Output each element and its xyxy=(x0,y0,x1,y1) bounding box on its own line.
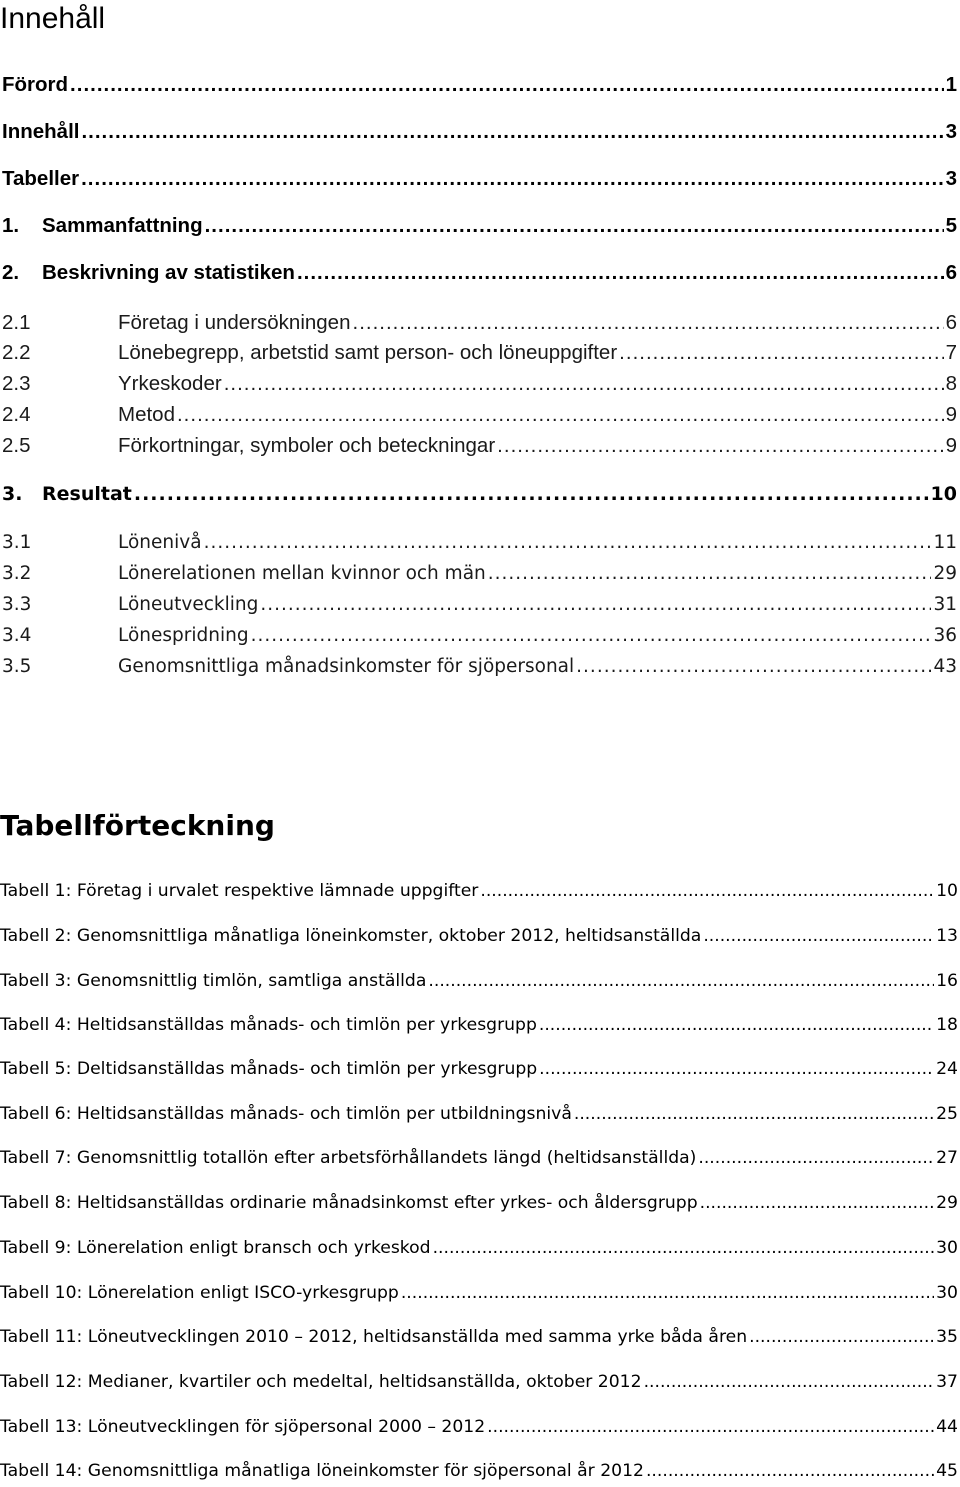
toc-entry[interactable] xyxy=(2,371,957,397)
table-entry-label: Tabell 3: Genomsnittlig timlön, samtliga anställda xyxy=(0,971,427,991)
dot-leader xyxy=(353,310,944,336)
tables-heading: Tabellförteckning xyxy=(0,809,275,842)
toc-entry-label: Tabeller xyxy=(2,167,80,190)
table-entry-page-number: 44 xyxy=(936,1417,958,1437)
dot-leader xyxy=(480,879,934,903)
dot-leader xyxy=(703,924,934,948)
toc-entry-label: Lönebegrepp, arbetstid samt person- och löneuppgifter xyxy=(118,341,618,364)
table-list-entry[interactable] xyxy=(0,1281,958,1305)
dot-leader xyxy=(433,1236,935,1260)
table-entry-label: Tabell 9: Lönerelation enligt bransch och yrkeskod xyxy=(0,1238,431,1258)
toc-entry-page-number: 29 xyxy=(933,563,957,584)
dot-leader xyxy=(224,371,944,397)
dot-leader xyxy=(539,1057,934,1081)
toc-entry-label: Förord xyxy=(2,73,69,96)
toc-entry-label: Företag i undersökningen xyxy=(118,311,351,334)
table-entry-page-number: 18 xyxy=(936,1015,958,1035)
table-entry-label: Tabell 5: Deltidsanställdas månads- och timlön per yrkesgrupp xyxy=(0,1059,538,1079)
toc-entry[interactable] xyxy=(2,166,957,192)
toc-entry-number: 2.1 xyxy=(2,311,31,334)
toc-entry-label: Yrkeskoder xyxy=(118,372,222,395)
toc-entry-number: 3. xyxy=(2,483,23,505)
table-list-entry[interactable] xyxy=(0,1146,958,1170)
toc-entry[interactable] xyxy=(2,433,957,459)
table-list-entry[interactable] xyxy=(0,1325,958,1349)
toc-entry[interactable] xyxy=(2,592,957,618)
toc-entry-label: Genomsnittliga månadsinkomster för sjöpersonal xyxy=(118,656,575,677)
toc-entry-number: 3.2 xyxy=(2,563,32,584)
toc-entry-number: 1. xyxy=(2,214,20,237)
dot-leader xyxy=(700,1191,935,1215)
dot-leader xyxy=(487,1415,934,1439)
toc-entry-page-number: 6 xyxy=(945,261,957,284)
toc-entry-number: 3.4 xyxy=(2,625,32,646)
dot-leader xyxy=(539,1013,934,1037)
toc-entry-page-number: 6 xyxy=(945,311,957,334)
dot-leader xyxy=(497,433,943,459)
toc-entry-number: 3.1 xyxy=(2,532,32,553)
toc-entry-label: Lönenivå xyxy=(118,532,202,553)
dot-leader xyxy=(646,1459,934,1483)
table-entry-label: Tabell 6: Heltidsanställdas månads- och timlön per utbildningsnivå xyxy=(0,1104,572,1124)
table-entry-page-number: 45 xyxy=(936,1461,958,1481)
toc-entry-page-number: 31 xyxy=(933,594,957,615)
table-entry-label: Tabell 4: Heltidsanställdas månads- och timlön per yrkesgrupp xyxy=(0,1015,537,1035)
table-list-entry[interactable] xyxy=(0,879,958,903)
dot-leader xyxy=(81,166,943,192)
table-entry-page-number: 30 xyxy=(936,1238,958,1258)
toc-entry-number: 2. xyxy=(2,261,20,284)
toc-entry[interactable] xyxy=(2,530,957,556)
dot-leader xyxy=(576,654,931,680)
toc-entry-page-number: 3 xyxy=(945,167,957,190)
toc-entry-page-number: 7 xyxy=(945,341,957,364)
dot-leader xyxy=(401,1281,934,1305)
toc-entry[interactable] xyxy=(2,260,957,286)
toc-entry-label: Lönespridning xyxy=(118,625,249,646)
toc-entry-number: 3.3 xyxy=(2,594,32,615)
dot-leader xyxy=(81,119,943,145)
dot-leader xyxy=(574,1102,934,1126)
table-entry-label: Tabell 12: Medianer, kvartiler och medeltal, heltidsanställda, oktober 2012 xyxy=(0,1372,642,1392)
toc-entry-number: 2.4 xyxy=(2,403,31,426)
table-list-entry[interactable] xyxy=(0,1236,958,1260)
table-list-entry[interactable] xyxy=(0,1459,958,1483)
toc-entry[interactable] xyxy=(2,561,957,587)
table-entry-page-number: 24 xyxy=(936,1059,958,1079)
table-list-entry[interactable] xyxy=(0,1415,958,1439)
dot-leader xyxy=(428,969,934,993)
toc-entry[interactable] xyxy=(2,340,957,366)
table-entry-label: Tabell 7: Genomsnittlig totallön efter arbetsförhållandets längd (heltidsanställda) xyxy=(0,1148,697,1168)
toc-entry[interactable] xyxy=(2,481,957,507)
table-list-entry[interactable] xyxy=(0,1102,958,1126)
toc-entry-label: Beskrivning av statistiken xyxy=(42,261,295,284)
toc-entry-page-number: 9 xyxy=(945,434,957,457)
table-entry-page-number: 29 xyxy=(936,1193,958,1213)
dot-leader xyxy=(644,1370,935,1394)
table-entry-label: Tabell 13: Löneutvecklingen för sjöpersonal 2000 – 2012 xyxy=(0,1417,486,1437)
table-entry-page-number: 37 xyxy=(936,1372,958,1392)
toc-entry[interactable] xyxy=(2,213,957,239)
table-entry-page-number: 25 xyxy=(936,1104,958,1124)
table-list-entry[interactable] xyxy=(0,1191,958,1215)
table-list-entry[interactable] xyxy=(0,969,958,993)
toc-entry-number: 3.5 xyxy=(2,656,32,677)
dot-leader xyxy=(297,260,944,286)
toc-entry-page-number: 5 xyxy=(945,214,957,237)
toc-entry-label: Innehåll xyxy=(2,120,80,143)
table-entry-label: Tabell 8: Heltidsanställdas ordinarie månadsinkomst efter yrkes- och åldersgrupp xyxy=(0,1193,698,1213)
dot-leader xyxy=(204,530,932,556)
dot-leader xyxy=(205,213,944,239)
table-entry-label: Tabell 10: Lönerelation enligt ISCO-yrkesgrupp xyxy=(0,1283,399,1303)
table-entry-label: Tabell 11: Löneutvecklingen 2010 – 2012, heltidsanställda med samma yrke båda åren xyxy=(0,1327,748,1347)
toc-entry[interactable] xyxy=(2,402,957,428)
toc-entry-label: Resultat xyxy=(42,483,132,505)
toc-entry-page-number: 8 xyxy=(945,372,957,395)
dot-leader xyxy=(619,340,943,366)
table-list-entry[interactable] xyxy=(0,1370,958,1394)
dot-leader xyxy=(251,623,932,649)
dot-leader xyxy=(70,72,944,98)
table-entry-label: Tabell 1: Företag i urvalet respektive lämnade uppgifter xyxy=(0,881,479,901)
dot-leader xyxy=(134,481,929,507)
dot-leader xyxy=(698,1146,934,1170)
table-list-entry[interactable] xyxy=(0,924,958,948)
toc-entry-page-number: 1 xyxy=(945,73,957,96)
table-list-entry[interactable] xyxy=(0,1057,958,1081)
toc-entry-number: 2.3 xyxy=(2,372,31,395)
table-entry-page-number: 27 xyxy=(936,1148,958,1168)
table-list-entry[interactable] xyxy=(0,1013,958,1037)
toc-entry-label: Sammanfattning xyxy=(42,214,203,237)
toc-entry-page-number: 10 xyxy=(930,483,957,505)
toc-entry[interactable] xyxy=(2,72,957,98)
toc-entry-label: Metod xyxy=(118,403,175,426)
toc-entry[interactable] xyxy=(2,623,957,649)
toc-entry-label: Löneutveckling xyxy=(118,594,259,615)
toc-entry[interactable] xyxy=(2,654,957,680)
table-entry-page-number: 10 xyxy=(936,881,958,901)
toc-entry-page-number: 3 xyxy=(945,120,957,143)
toc-entry[interactable] xyxy=(2,310,957,336)
table-entry-page-number: 16 xyxy=(936,971,958,991)
toc-entry-page-number: 36 xyxy=(933,625,957,646)
page-title: Innehåll xyxy=(0,2,106,35)
toc-entry-page-number: 43 xyxy=(933,656,957,677)
table-entry-page-number: 30 xyxy=(936,1283,958,1303)
toc-entry-label: Förkortningar, symboler och beteckningar xyxy=(118,434,496,457)
dot-leader xyxy=(260,592,931,618)
toc-entry-page-number: 11 xyxy=(933,532,957,553)
table-entry-label: Tabell 14: Genomsnittliga månatliga löneinkomster för sjöpersonal år 2012 xyxy=(0,1461,644,1481)
dot-leader xyxy=(177,402,944,428)
toc-entry[interactable] xyxy=(2,119,957,145)
dot-leader xyxy=(488,561,932,587)
table-entry-page-number: 13 xyxy=(936,926,958,946)
table-entry-label: Tabell 2: Genomsnittliga månatliga löneinkomster, oktober 2012, heltidsanställda xyxy=(0,926,702,946)
toc-entry-page-number: 9 xyxy=(945,403,957,426)
dot-leader xyxy=(749,1325,934,1349)
toc-entry-number: 2.5 xyxy=(2,434,31,457)
toc-entry-number: 2.2 xyxy=(2,341,31,364)
toc-entry-label: Lönerelationen mellan kvinnor och män xyxy=(118,563,486,584)
table-entry-page-number: 35 xyxy=(936,1327,958,1347)
